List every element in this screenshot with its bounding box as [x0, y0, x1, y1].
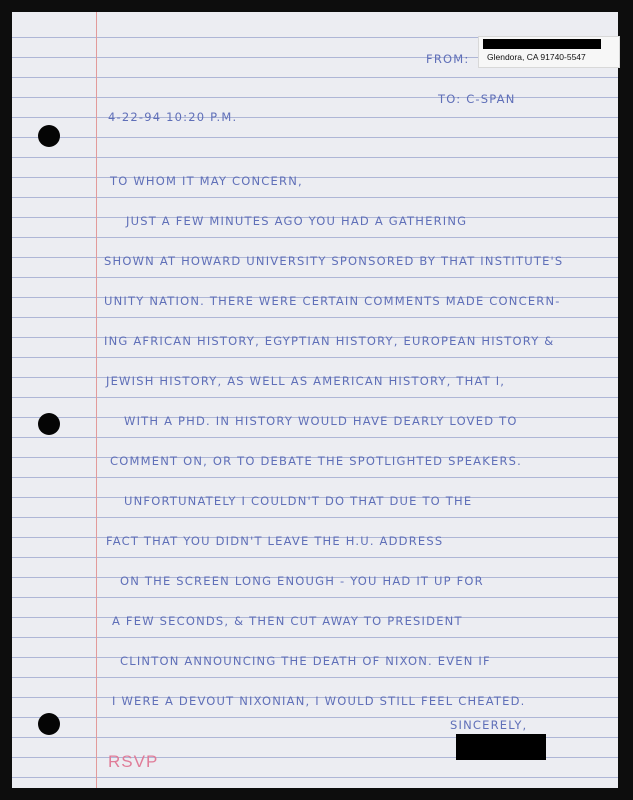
body-line: UNFORTUNATELY I COULDN'T DO THAT DUE TO THE — [124, 494, 473, 508]
body-line: WITH A PHD. IN HISTORY WOULD HAVE DEARLY LOVED TO — [124, 414, 518, 428]
address-line: Glendora, CA 91740-5547 — [487, 52, 586, 62]
date-time: 4-22-94 10:20 P.M. — [108, 110, 238, 124]
body-line: UNITY NATION. THERE WERE CERTAIN COMMENTS MADE CONCERN- — [104, 294, 561, 308]
body-line: I WERE A DEVOUT NIXONIAN, I WOULD STILL FEEL CHEATED. — [112, 694, 526, 708]
margin-line — [96, 12, 97, 788]
body-line: CLINTON ANNOUNCING THE DEATH OF NIXON. EVEN IF — [120, 654, 491, 668]
body-line: FACT THAT YOU DIDN'T LEAVE THE H.U. ADDRESS — [106, 534, 444, 548]
body-line: COMMENT ON, OR TO DEBATE THE SPOTLIGHTED SPEAKERS. — [110, 454, 522, 468]
binder-hole-bottom — [38, 713, 60, 735]
body-line: A FEW SECONDS, & THEN CUT AWAY TO PRESIDENT — [112, 614, 463, 628]
redacted-signature — [456, 734, 546, 760]
to-line: TO: C-SPAN — [438, 92, 516, 106]
salutation: TO WHOM IT MAY CONCERN, — [110, 174, 303, 188]
body-line: ON THE SCREEN LONG ENOUGH - YOU HAD IT UP FOR — [120, 574, 484, 588]
body-line: SHOWN AT HOWARD UNIVERSITY SPONSORED BY THAT INSTITUTE'S — [104, 254, 564, 268]
from-label: FROM: — [426, 52, 470, 66]
closing: SINCERELY, — [450, 718, 528, 732]
rsvp-annotation: RSVP — [108, 752, 159, 771]
body-line: JEWISH HISTORY, AS WELL AS AMERICAN HISTORY, THAT I, — [106, 374, 506, 388]
letter-page — [12, 12, 618, 788]
binder-hole-middle — [38, 413, 60, 435]
body-line: ING AFRICAN HISTORY, EGYPTIAN HISTORY, EUROPEAN HISTORY & — [104, 334, 555, 348]
body-line: JUST A FEW MINUTES AGO YOU HAD A GATHERING — [126, 214, 468, 228]
binder-hole-top — [38, 125, 60, 147]
address-label — [478, 36, 620, 68]
redacted-name — [483, 39, 601, 49]
